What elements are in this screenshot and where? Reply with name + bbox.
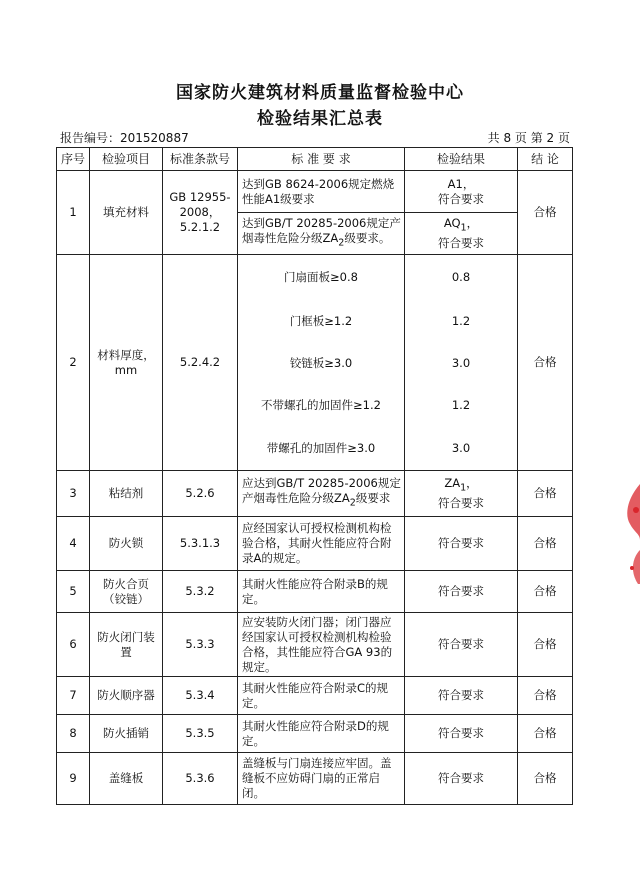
requirement-text xyxy=(238,471,405,517)
subscript: 1 xyxy=(460,222,467,234)
result-value: 符合要求 xyxy=(405,613,518,677)
result-value: 1.2 xyxy=(405,301,518,343)
conclusion: 合格 xyxy=(518,753,573,805)
conclusion: 合格 xyxy=(518,171,573,255)
page-indicator: 共 8 页 第 2 页 xyxy=(487,131,570,145)
row-number: 8 xyxy=(57,715,90,753)
header-no: 序号 xyxy=(57,148,90,171)
requirement-part: 应达到GB/T 20285-2006规定产烟毒性危险分级ZA xyxy=(242,476,401,506)
requirement-part: 达到GB/T 20285-2006规定产烟毒性危险分级ZA xyxy=(242,216,401,246)
clause-number: 5.2.6 xyxy=(163,471,238,517)
header-clause: 标准条款号 xyxy=(163,148,238,171)
item-name: 填充材料 xyxy=(90,171,163,255)
result-value: 0.8 xyxy=(405,255,518,301)
table-row xyxy=(57,171,573,213)
table-row xyxy=(57,255,573,301)
requirement-text: 带螺孔的加固件≥3.0 xyxy=(238,427,405,471)
requirement-text: 应安装防火闭门器；闭门器应经国家认可授权检测机构检验合格，其性能应符合GA 93的规定。 xyxy=(238,613,405,677)
subscript: 2 xyxy=(338,237,345,249)
result-value: 符合要求 xyxy=(405,753,518,805)
subscript: 2 xyxy=(349,497,356,509)
item-name: 防火锁 xyxy=(90,517,163,571)
result-value: 符合要求 xyxy=(405,715,518,753)
result-line: 符合要求 xyxy=(438,191,484,206)
clause-number: 5.2.4.2 xyxy=(163,255,238,471)
item-name: 盖缝板 xyxy=(90,753,163,805)
item-name xyxy=(90,255,163,471)
requirement-text: 铰链板≥3.0 xyxy=(238,343,405,385)
partial-seal-stamp xyxy=(618,480,640,600)
requirement-text: 其耐火性能应符合附录C的规定。 xyxy=(238,677,405,715)
table-header-row xyxy=(57,148,573,171)
result-part: ， xyxy=(466,476,478,491)
result-value xyxy=(405,171,518,213)
header-result: 检验结果 xyxy=(405,148,518,171)
document-subtitle: 检验结果汇总表 xyxy=(257,109,383,129)
row-number: 3 xyxy=(57,471,90,517)
row-number: 5 xyxy=(57,571,90,613)
requirement-part: 级要求 xyxy=(355,491,391,506)
table-row xyxy=(57,715,573,753)
conclusion: 合格 xyxy=(518,677,573,715)
result-value: 符合要求 xyxy=(405,517,518,571)
conclusion: 合格 xyxy=(518,517,573,571)
result-value: 1.2 xyxy=(405,385,518,427)
conclusion: 合格 xyxy=(518,471,573,517)
item-name: 防火插销 xyxy=(90,715,163,753)
table-row xyxy=(57,613,573,677)
result-value xyxy=(405,213,518,255)
requirement-text: 盖缝板与门扇连接应牢固。盖缝板不应妨碍门扇的正常启闭。 xyxy=(238,753,405,805)
conclusion: 合格 xyxy=(518,255,573,471)
requirement-text: 其耐火性能应符合附录D的规定。 xyxy=(238,715,405,753)
conclusion: 合格 xyxy=(518,571,573,613)
document-title: 国家防火建筑材料质量监督检验中心 xyxy=(176,83,464,103)
requirement-text: 门框板≥1.2 xyxy=(238,301,405,343)
table-row xyxy=(57,753,573,805)
table-row xyxy=(57,471,573,517)
requirement-text: 不带螺孔的加固件≥1.2 xyxy=(238,385,405,427)
item-name: 粘结剂 xyxy=(90,471,163,517)
requirement-text: 达到GB 8624-2006规定燃烧性能A1级要求 xyxy=(238,171,405,213)
clause-number: 5.3.4 xyxy=(163,677,238,715)
result-line: 符合要求 xyxy=(438,495,484,510)
row-number: 6 xyxy=(57,613,90,677)
row-number: 4 xyxy=(57,517,90,571)
row-number: 9 xyxy=(57,753,90,805)
results-table xyxy=(56,147,573,805)
clause-number: 5.3.5 xyxy=(163,715,238,753)
result-value: 3.0 xyxy=(405,343,518,385)
header-requirement: 标 准 要 求 xyxy=(238,148,405,171)
requirement-text: 其耐火性能应符合附录B的规定。 xyxy=(238,571,405,613)
result-line: A1， xyxy=(447,176,475,191)
item-label: 材料厚度， xyxy=(97,347,155,362)
clause-number: 5.3.6 xyxy=(163,753,238,805)
clause-number: 5.3.2 xyxy=(163,571,238,613)
clause-number: 5.3.3 xyxy=(163,613,238,677)
table-row xyxy=(57,677,573,715)
row-number: 7 xyxy=(57,677,90,715)
clause-number: GB 12955-2008，5.2.1.2 xyxy=(163,171,238,255)
requirement-text xyxy=(238,213,405,255)
subscript: 1 xyxy=(460,482,467,494)
requirement-text: 门扇面板≥0.8 xyxy=(238,255,405,301)
conclusion: 合格 xyxy=(518,715,573,753)
header-item: 检验项目 xyxy=(90,148,163,171)
requirement-text: 应经国家认可授权检测机构检验合格，其耐火性能应符合附录A的规定。 xyxy=(238,517,405,571)
table-row xyxy=(57,517,573,571)
conclusion: 合格 xyxy=(518,613,573,677)
requirement-part: 级要求。 xyxy=(344,231,391,246)
result-value: 符合要求 xyxy=(405,571,518,613)
item-name: 防火合页（铰链） xyxy=(90,571,163,613)
result-value: 3.0 xyxy=(405,427,518,471)
row-number: 2 xyxy=(57,255,90,471)
result-line: 符合要求 xyxy=(438,235,484,250)
item-name: 防火顺序器 xyxy=(90,677,163,715)
report-number: 报告编号：201520887 xyxy=(60,131,189,145)
result-part: ZA xyxy=(444,476,461,491)
result-value xyxy=(405,471,518,517)
row-number: 1 xyxy=(57,171,90,255)
result-part: AQ xyxy=(443,216,461,231)
header-conclusion: 结 论 xyxy=(518,148,573,171)
table-row xyxy=(57,571,573,613)
clause-number: 5.3.1.3 xyxy=(163,517,238,571)
result-part: ， xyxy=(466,216,479,231)
item-name: 防火闭门装置 xyxy=(90,613,163,677)
item-unit: mm xyxy=(114,362,138,377)
result-value: 符合要求 xyxy=(405,677,518,715)
